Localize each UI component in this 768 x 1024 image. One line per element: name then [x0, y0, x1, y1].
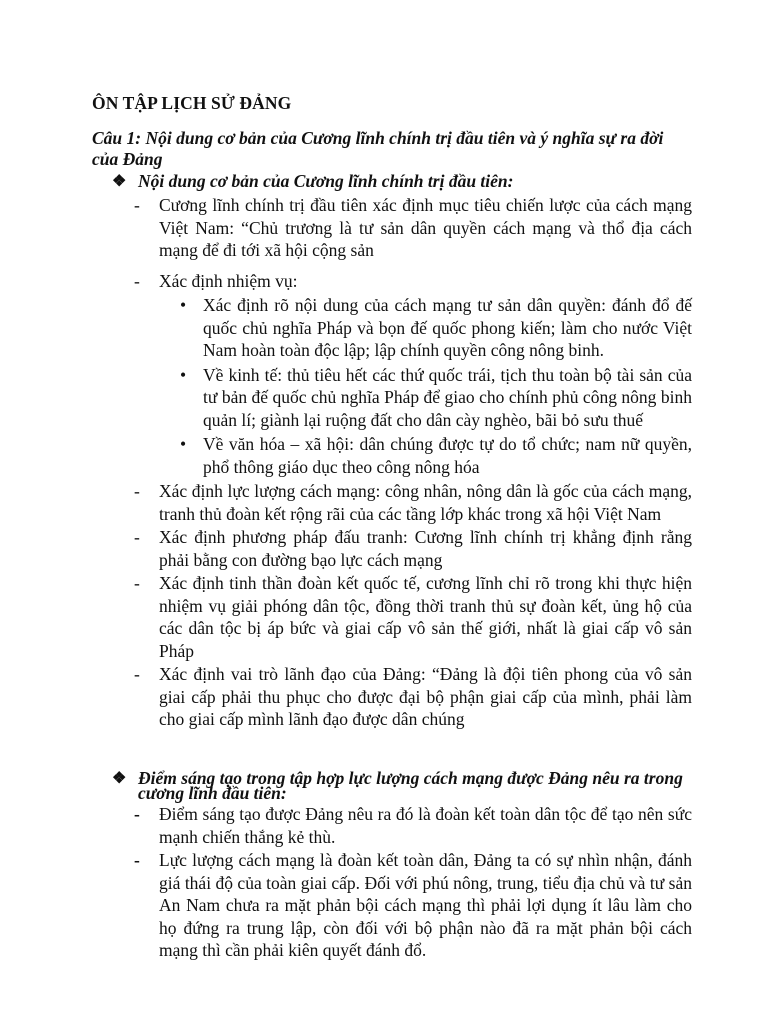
- task-sublist: [92, 294, 692, 478]
- list-item-text: Lực lượng cách mạng là đoàn kết toàn dân, Đảng ta có sự nhìn nhận, đánh giá thái độ của toàn giai cấp. Đối với phú nông, trung, tiểu địa chủ và tư sản An Nam chưa ra mặt phản bội cách mạng thì phải lợi dụng ít lâu làm cho họ đứng ra trung lập, còn đối với bộ phận nào đã ra mặt phản bội cách mạng thì cần phải kiên quyết đánh đổ.: [159, 850, 692, 960]
- list-item: [92, 480, 692, 525]
- document-title: ÔN TẬP LỊCH SỬ ĐẢNG: [92, 93, 292, 113]
- sub-list-item-text: Xác định rõ nội dung của cách mạng tư sản dân quyền: đánh đổ đế quốc chủ nghĩa Pháp và bọn đế quốc phong kiến; làm cho nước Việt Nam hoàn toàn độc lập; lập chính quyền công nông binh.: [203, 295, 692, 360]
- list-item-text: Xác định tinh thần đoàn kết quốc tế, cương lĩnh chỉ rõ trong khi thực hiện nhiệm vụ giải phóng dân tộc, đồng thời tranh thủ sự đoàn kết, ủng hộ của các dân tộc bị áp bức và giai cấp vô sản thế giới, nhất là giai cấp vô sản Pháp: [159, 573, 692, 661]
- dash-marker: -: [134, 527, 140, 547]
- dash-marker: -: [134, 481, 140, 501]
- list-item: [92, 663, 692, 731]
- list-item: [92, 194, 692, 262]
- list-item-text: Điểm sáng tạo được Đảng nêu ra đó là đoàn kết toàn dân tộc để tạo nên sức mạnh chiến thắng kẻ thù.: [159, 804, 692, 847]
- dash-marker: -: [134, 270, 140, 291]
- sub-list-item-text: Về kinh tế: thủ tiêu hết các thứ quốc trái, tịch thu toàn bộ tài sản của tư bản đế quốc chủ nghĩa Pháp để giao cho chính phủ công nông binh quản lí; giành lại ruộng đất cho dân cày nghèo, bãi bỏ sưu thuế: [203, 364, 692, 430]
- list-item: [92, 572, 692, 662]
- list-item-text: Cương lĩnh chính trị đầu tiên xác định mục tiêu chiến lược của cách mạng Việt Nam: “Chủ trương là tư sản dân quyền cách mạng và thổ địa cách mạng để đi tới xã hội cộng sản: [159, 195, 692, 260]
- section-creative-point: [92, 768, 692, 962]
- list-item: [92, 526, 692, 571]
- list-item: [92, 803, 692, 848]
- diamond-bullet-icon: ❖: [112, 173, 127, 190]
- section-heading-text: Điểm sáng tạo trong tập hợp lực lượng cách mạng được Đảng nêu ra trong cương lĩnh đầu tiên:: [138, 768, 683, 803]
- section-cuong-linh-content: [92, 171, 692, 731]
- list-item: [92, 849, 692, 962]
- dash-marker: -: [134, 573, 140, 593]
- dash-marker: -: [134, 664, 140, 684]
- dash-marker: -: [134, 804, 140, 824]
- sub-list-item: [92, 294, 692, 362]
- bullet-dot-icon: •: [180, 295, 187, 315]
- section-heading-text: Nội dung cơ bản của Cương lĩnh chính trị đầu tiên:: [138, 171, 514, 191]
- dash-marker: -: [134, 850, 140, 870]
- list-item-text: Xác định phương pháp đấu tranh: Cương lĩnh chính trị khẳng định rằng phải bằng con đường bạo lực cách mạng: [159, 527, 692, 570]
- list-item-text: Xác định vai trò lãnh đạo của Đảng: “Đảng là đội tiên phong của vô sản giai cấp phải thu phục cho được đại bộ phận giai cấp của mình, phải làm cho giai cấp mình lãnh đạo được dân chúng: [159, 664, 692, 729]
- bullet-dot-icon: •: [180, 364, 187, 385]
- section-heading: [92, 768, 692, 803]
- question-heading: Câu 1: Nội dung cơ bản của Cương lĩnh chính trị đầu tiên và ý nghĩa sự ra đời của Đảng: [92, 128, 664, 169]
- list-item-text: Xác định lực lượng cách mạng: công nhân, nông dân là gốc của cách mạng, tranh thủ đoàn kết rộng rãi của các tầng lớp khác trong xã hội Việt Nam: [159, 481, 692, 524]
- sub-list-item-text: Về văn hóa – xã hội: dân chúng được tự do tổ chức; nam nữ quyền, phổ thông giáo dục theo công nông hóa: [203, 434, 692, 477]
- list-item: [92, 270, 692, 293]
- dash-marker: -: [134, 195, 140, 215]
- sub-list-item: [92, 364, 692, 432]
- sub-list-item: [92, 433, 692, 478]
- diamond-bullet-icon: ❖: [112, 770, 127, 787]
- section-heading: [92, 171, 692, 192]
- bullet-dot-icon: •: [180, 434, 187, 454]
- list-item-text: Xác định nhiệm vụ:: [159, 270, 298, 291]
